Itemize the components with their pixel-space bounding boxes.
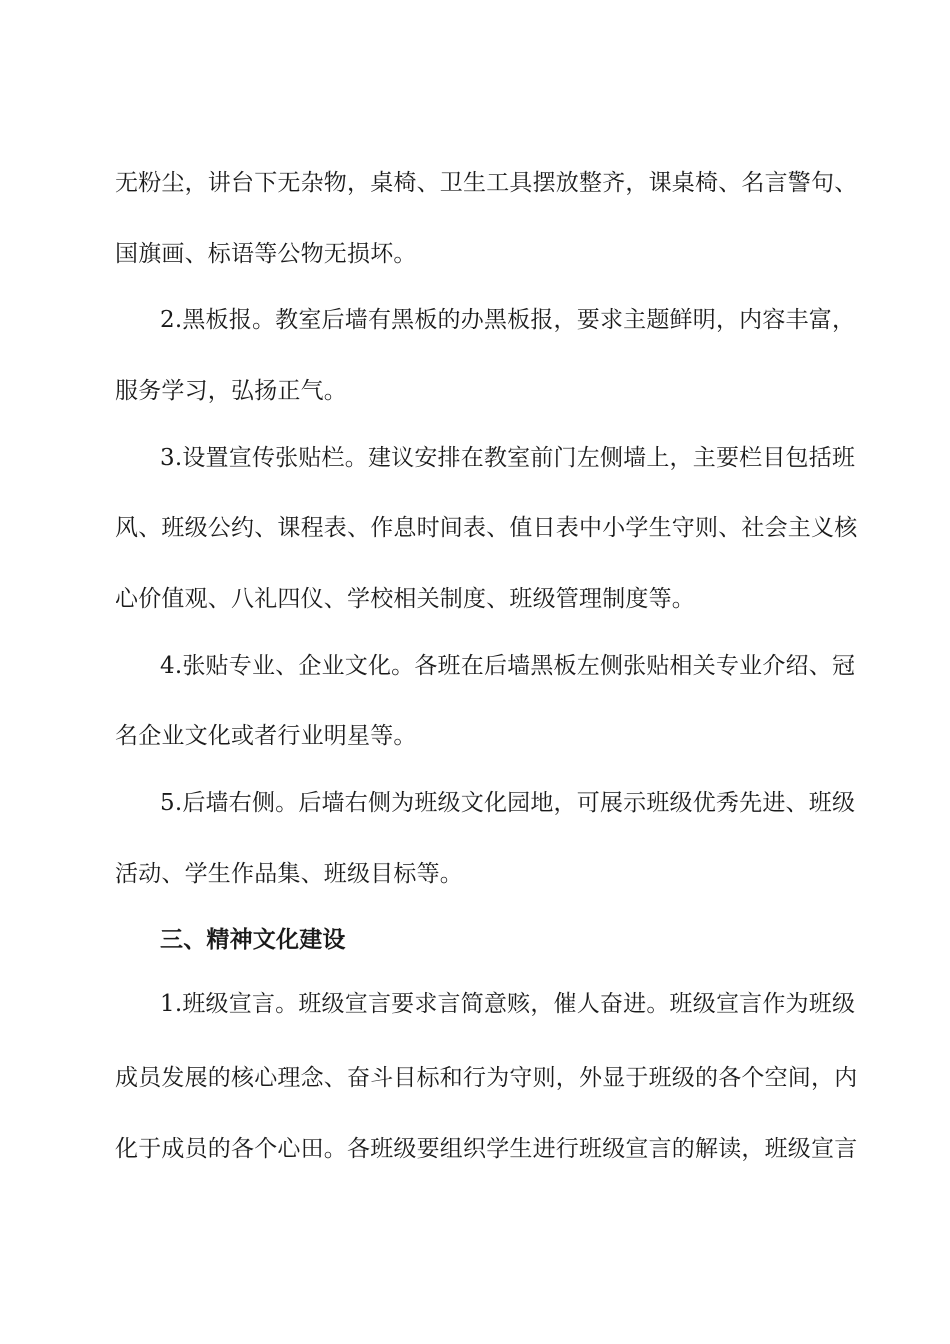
text-line: 无粉尘，讲台下无杂物，桌椅、卫生工具摆放整齐，课桌椅、名言警句、 [115,170,858,196]
text-line: 5.后墙右侧。后墙右侧为班级文化园地，可展示班级优秀先进、班级 [160,790,856,816]
text-line: 3.设置宣传张贴栏。建议安排在教室前门左侧墙上，主要栏目包括班 [160,445,856,471]
text-line: 4.张贴专业、企业文化。各班在后墙黑板左侧张贴相关专业介绍、冠 [160,653,856,679]
text-line: 服务学习，弘扬正气。 [115,378,347,404]
text-line: 心价值观、八礼四仪、学校相关制度、班级管理制度等。 [115,586,695,612]
section-heading: 三、精神文化建设 [160,927,346,953]
text-line: 活动、学生作品集、班级目标等。 [115,861,463,887]
text-line: 1.班级宣言。班级宣言要求言简意赅，催人奋进。班级宣言作为班级 [160,991,856,1017]
text-line: 风、班级公约、课程表、作息时间表、值日表中小学生守则、社会主义核 [115,515,858,541]
text-line: 成员发展的核心理念、奋斗目标和行为守则，外显于班级的各个空间，内 [115,1065,858,1091]
text-line: 化于成员的各个心田。各班级要组织学生进行班级宣言的解读，班级宣言 [115,1136,858,1162]
text-line: 国旗画、标语等公物无损坏。 [115,241,417,267]
text-line: 名企业文化或者行业明星等。 [115,723,417,749]
text-line: 2.黑板报。教室后墙有黑板的办黑板报，要求主题鲜明，内容丰富， [160,307,856,333]
